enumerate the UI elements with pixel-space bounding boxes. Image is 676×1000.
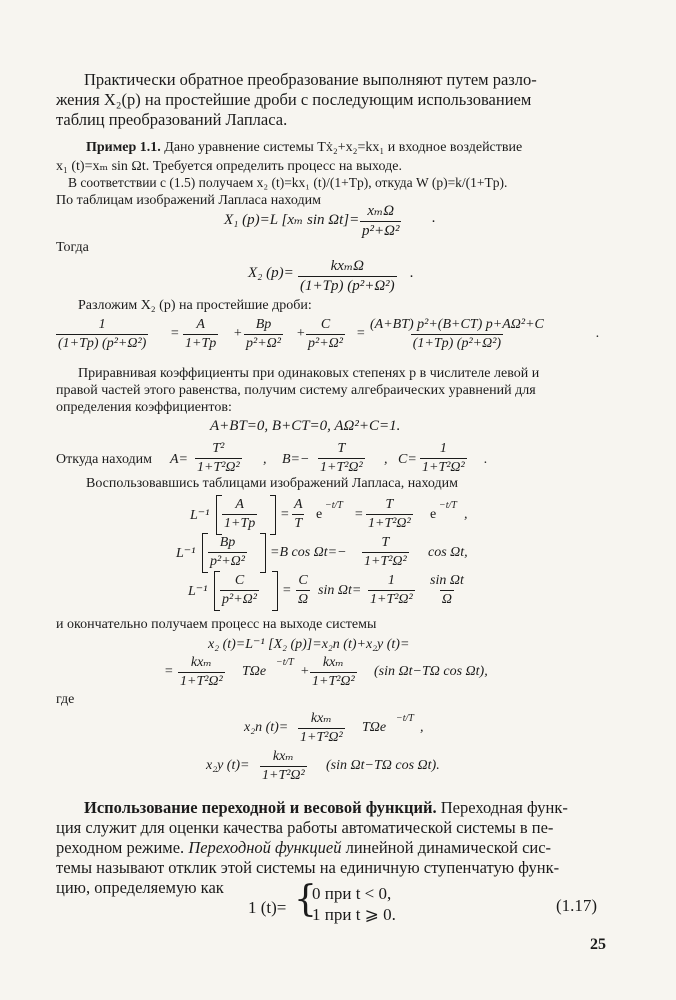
inv1-frac-2-den: T (294, 516, 303, 531)
example-line-4: По таблицам изображений Лапласа находим (56, 193, 321, 208)
inv1-frac-3-num: T (385, 497, 394, 512)
decomp-frac-3-den: p²+Ω² (246, 336, 281, 351)
togda-word: Тогда (56, 240, 89, 255)
inv2-operator: L⁻¹ (176, 546, 196, 561)
eq-x1-fraction (360, 201, 401, 240)
inv3-frac-2-den: Ω (298, 592, 309, 607)
eq-final-2-sup: −t/T (276, 657, 294, 668)
inv1-operator: L⁻¹ (190, 508, 210, 523)
equation-number: (1.17) (556, 896, 598, 915)
find-b-end: , (384, 452, 388, 467)
inv3-frac-4-num: sin Ωt (430, 573, 464, 588)
gde-word: где (56, 692, 75, 707)
decomp-frac-4 (306, 317, 345, 352)
decomp-eq-2: = (356, 326, 366, 341)
inv2-den: p²+Ω² (210, 554, 245, 569)
decomp-intro: Разложим X₂ (p) на простейшие дроби: (78, 298, 312, 313)
section-line-3-start: реходном режиме. (56, 838, 185, 857)
inv1-num: A (235, 497, 244, 512)
inv2-num: Bp (219, 535, 236, 550)
decomp-frac-1-den: (1+Tp) (p²+Ω²) (58, 336, 147, 351)
eq-x2-fraction (298, 256, 397, 295)
eq-final-2-frac-1-num: kxₘ (190, 655, 212, 670)
eq-final-2-term-1: TΩe (242, 664, 267, 679)
eq-x2y-term: (sin Ωt−TΩ cos Ωt). (326, 758, 440, 773)
section-line-3 (56, 838, 551, 858)
decomp-frac-2-den: 1+Tp (185, 336, 217, 351)
find-c-den: 1+T²Ω² (422, 460, 465, 475)
eq-x2y-num: kxₘ (272, 749, 294, 764)
find-b-den: 1+T²Ω² (320, 460, 363, 475)
eq-x2y-den: 1+T²Ω² (262, 768, 305, 783)
intro-line-1: Практически обратное преобразование выполняют путем разло- (84, 70, 537, 89)
inv2-bracket-right (260, 533, 266, 573)
inv3-num: C (234, 573, 245, 588)
inv3-frac-4 (428, 573, 466, 608)
eq-x2-den: (1+Tp) (p²+Ω²) (300, 278, 395, 294)
decomp-frac-3-num: Bp (255, 317, 272, 332)
coef-line-2: правой частей этого равенства, получим систему алгебраических уравнений для (56, 383, 536, 398)
inv2-frac-2 (362, 535, 409, 570)
eq-x2-lhs: X₂ (p)= (248, 265, 294, 281)
example-line-3: В соответствии с (1.5) получаем x₂ (t)=kx₁ (t)/(1+Tp), откуда W (p)=k/(1+Tp). (68, 175, 508, 190)
find-b-frac (318, 441, 365, 476)
section-line-4: темы называют отклик этой системы на единичную ступенчатую функ- (56, 858, 560, 877)
eq-final-2-plus: + (300, 664, 310, 679)
example-label: Пример 1.1. (86, 140, 161, 155)
inv1-frac-2-num: A (294, 497, 303, 512)
find-a-frac (195, 441, 242, 476)
inv3-frac-4-den: Ω (441, 592, 452, 607)
eq-final-2-frac-1 (178, 654, 225, 690)
page-number: 25 (590, 936, 606, 953)
inv3-den: p²+Ω² (222, 592, 257, 607)
decomp-frac-2-num: A (196, 317, 205, 332)
inv3-operator: L⁻¹ (188, 584, 208, 599)
inv1-exp-1: e (316, 507, 323, 522)
inv3-frac-3-num: 1 (387, 573, 395, 588)
inv2-frac-2-den: 1+T²Ω² (364, 554, 407, 569)
eq-final-2-eq: = (164, 664, 174, 679)
inv3-bracket-right (272, 571, 278, 611)
eq-x1-den: p²+Ω² (362, 223, 400, 239)
coef-line-1: Приравнивая коэффициенты при одинаковых степенях p в числителе левой и (78, 366, 540, 381)
tables-text: Воспользовавшись таблицами изображений Лапласа, находим (86, 476, 458, 491)
inv1-bracket-right (270, 495, 276, 535)
eq-x2y-frac (260, 748, 307, 784)
eq-x2p-lhs: x₂п (t)= (244, 720, 289, 735)
find-c-frac (420, 441, 467, 476)
inv3-frac-1 (220, 573, 259, 608)
inv1-frac-2 (292, 497, 305, 532)
step-case-1: 0 при t < 0, (312, 884, 392, 903)
find-a-num: T² (212, 441, 225, 456)
decomp-plus-1: + (233, 326, 243, 341)
eq-x2p-den: 1+T²Ω² (300, 730, 343, 745)
eq-final-2-frac-2-num: kxₘ (322, 655, 344, 670)
decomp-frac-4-num: C (320, 317, 331, 332)
inv1-eq: = (280, 507, 290, 522)
inv1-exp-2-sup: −t/T (439, 500, 457, 511)
decomp-frac-5-den: (1+Tp) (p²+Ω²) (412, 336, 502, 351)
section-line-3-rest: линейной динамической сис- (345, 838, 552, 857)
inv1-frac-3 (366, 497, 413, 532)
eq-x2p-sup: −t/T (396, 713, 414, 724)
decomp-plus-2: + (296, 326, 306, 341)
eq-final-2-frac-2-den: 1+T²Ω² (312, 674, 355, 689)
inv3-frac-2-num: C (298, 573, 308, 588)
eq-system: A+BT=0, B+CT=0, AΩ²+C=1. (210, 418, 401, 434)
inv1-end: , (464, 507, 468, 522)
eq-x2p-num: kxₘ (310, 711, 332, 726)
eq-x1-lhs: X₁ (p)=L [xₘ sin Ωt]= (224, 212, 360, 228)
inv2-mid: =B cos Ωt=− (270, 545, 347, 560)
eq-x2p-term: TΩe (362, 720, 387, 735)
section-line-1 (84, 798, 568, 818)
find-c-lhs: C= (398, 452, 417, 467)
find-a-den: 1+T²Ω² (197, 460, 240, 475)
section-line-1-rest: Переходная функ- (440, 798, 568, 817)
step-case-2: 1 при t ⩾ 0. (312, 905, 396, 924)
step-brace: { (294, 879, 317, 920)
eq-x2y-lhs: x₂у (t)= (206, 758, 250, 773)
decomp-frac-2 (183, 317, 218, 352)
decomp-end: . (596, 326, 600, 341)
eq-final-1: x₂ (t)=L⁻¹ [X₂ (p)]=x₂п (t)+x₂у (t)= (208, 637, 410, 652)
find-b-num: T (337, 441, 346, 456)
inv2-frac-1 (208, 535, 247, 570)
example-text-1: Дано уравнение системы Tẋ₂+x₂=kx₁ и входное воздействие (164, 140, 523, 155)
find-c-end: . (484, 452, 488, 467)
inv1-frac-3-den: 1+T²Ω² (368, 516, 411, 531)
eq-final-2-frac-1-den: 1+T²Ω² (180, 674, 223, 689)
inv2-frac-2-num: T (381, 535, 390, 550)
find-c-num: 1 (439, 441, 447, 456)
section-line-5: цию, определяемую как (56, 878, 224, 897)
step-lhs: 1 (t)= (248, 898, 287, 917)
decomp-eq-1: = (170, 326, 180, 341)
inv1-exp-2: e (430, 507, 437, 522)
inv3-frac-3-den: 1+T²Ω² (370, 592, 413, 607)
inv1-exp-1-sup: −t/T (325, 500, 343, 511)
final-text: и окончательно получаем процесс на выходе системы (56, 617, 377, 632)
eq-final-2-term-2: (sin Ωt−TΩ cos Ωt), (374, 664, 488, 679)
eq-x2p-end: , (420, 720, 424, 735)
inv3-eq: = (282, 583, 292, 598)
decomp-frac-1 (56, 317, 148, 352)
eq-x1-num: xₘΩ (367, 203, 395, 219)
inv2-end: cos Ωt, (428, 545, 468, 560)
intro-line-2: жения X₂(p) на простейшие дроби с последующим использованием (56, 90, 532, 109)
find-lead: Откуда находим (56, 452, 153, 467)
section-term: Переходной функцией (188, 838, 342, 857)
decomp-frac-3 (244, 317, 283, 352)
eq-final-2-frac-2 (310, 654, 357, 690)
find-a-end: , (263, 452, 267, 467)
find-a-lhs: A= (170, 452, 188, 467)
decomp-frac-1-num: 1 (98, 317, 106, 332)
inv1-den: 1+Tp (224, 516, 256, 531)
example-line-2: x₁ (t)=xₘ sin Ωt. Требуется определить процесс на выходе. (56, 159, 402, 174)
decomp-frac-4-den: p²+Ω² (308, 336, 343, 351)
decomp-frac-5 (368, 317, 546, 352)
find-b-lhs: B=− (282, 452, 310, 467)
eq-x2-end: . (410, 265, 414, 281)
inv3-mid: sin Ωt= (318, 583, 362, 598)
inv3-frac-2 (296, 573, 310, 608)
section-line-2: ция служит для оценки качества работы автоматической системы в пе- (56, 818, 554, 837)
intro-line-3: таблиц преобразований Лапласа. (56, 110, 288, 129)
section-heading: Использование переходной и весовой функций. (84, 798, 437, 817)
eq-x2p-frac (298, 710, 345, 746)
eq-x2-num: kxₘΩ (330, 258, 365, 274)
inv1-frac-1 (222, 497, 257, 532)
eq-x1-end: . (432, 210, 436, 226)
inv3-frac-3 (368, 573, 415, 608)
example-line-1 (86, 140, 522, 156)
coef-line-3: определения коэффициентов: (56, 400, 232, 415)
decomp-frac-5-num: (A+BT) p²+(B+CT) p+AΩ²+C (370, 317, 544, 332)
inv1-eq-2: = (354, 507, 364, 522)
